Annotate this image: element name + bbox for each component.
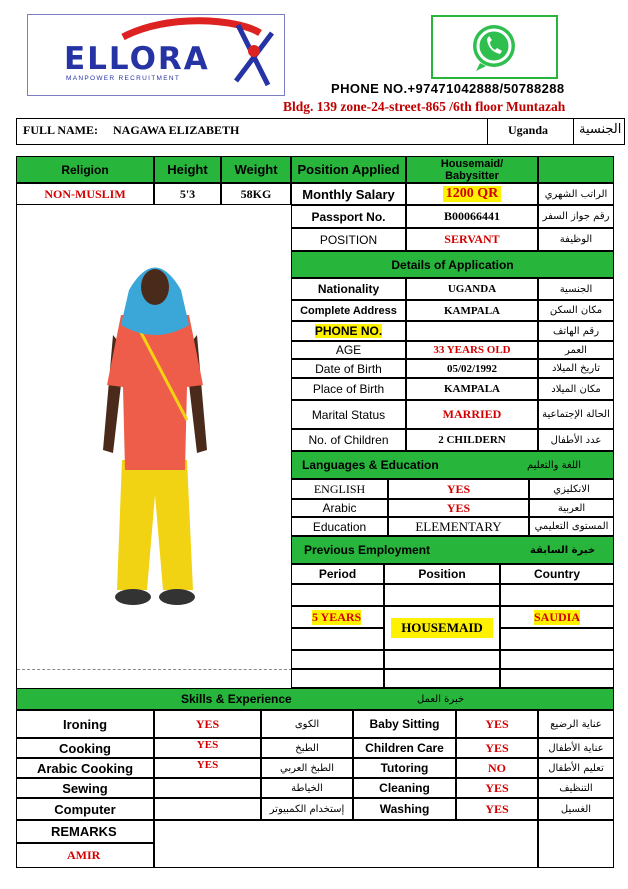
skill-cleaning-value: YES [456,778,538,798]
salary-value: 1200 QR [443,186,502,202]
religion-value: NON-MUSLIM [16,183,154,205]
employment-country-value: SAUDIA [533,609,580,624]
skill-washing-arabic: الغسيل [538,798,614,820]
whatsapp-badge [431,15,558,79]
education-value: ELEMENTARY [388,517,529,536]
skill-computer-value [154,798,261,820]
english-arabic: الانكليزي [529,479,614,499]
pob-value: KAMPALA [406,378,538,400]
logo-subtitle: MANPOWER RECRUITMENT [66,75,181,82]
weight-value: 58KG [221,183,291,205]
skill-arabiccooking-value: YES [154,758,261,778]
fullname-label: FULL NAME: [23,123,98,137]
person-figure [17,205,292,665]
header-weight: Weight [221,156,291,183]
skill-tutoring-value: NO [456,758,538,778]
skill-childrencare-arabic: عناية الأطفال [538,738,614,758]
skill-tutoring-label: Tutoring [353,758,456,778]
details-title: Details of Application [391,257,514,272]
children-value: 2 CHILDERN [406,429,538,451]
position-value: SERVANT [406,228,538,251]
employment-position-value: HOUSEMAID [391,618,493,638]
skill-washing-value: YES [456,798,538,820]
skill-babysitting-arabic: عناية الرضيع [538,710,614,738]
employment-header-country: Country [500,564,614,584]
english-value: YES [388,479,529,499]
header-empty [538,156,614,183]
address-value: KAMPALA [406,300,538,321]
pob-label: Place of Birth [291,378,406,400]
phone-arabic: رقم الهاتف [538,321,614,341]
education-arabic: المستوى التعليمي [529,517,614,536]
marital-label: Marital Status [291,400,406,429]
skill-arabiccooking-label: Arabic Cooking [16,758,154,778]
nationality-row-value: UGANDA [406,278,538,300]
employment-header-period: Period [291,564,384,584]
skill-tutoring-arabic: تعليم الأطفال [538,758,614,778]
phone-value [406,321,538,341]
header-housemaid: Housemaid/ Babysitter [406,156,538,183]
skills-section-header [16,688,614,710]
age-label: AGE [291,341,406,359]
skill-babysitting-value: YES [456,710,538,738]
candidate-photo [16,205,291,688]
remarks-box [154,820,538,868]
marital-value: MARRIED [406,400,538,429]
age-value: 33 YEARS OLD [406,341,538,359]
position-label: POSITION [291,228,406,251]
passport-value: B00066441 [406,205,538,228]
children-arabic: عدد الأطفال [538,429,614,451]
arabic-arabic: العربية [529,499,614,517]
phone-line: PHONE NO.+97471042888/50788288 [331,81,565,96]
languages-title-arabic: اللغة والتعليم [527,459,581,471]
phone-label: PHONE NO. [314,324,383,338]
company-logo [27,14,285,96]
dob-arabic: تاريخ الميلاد [538,359,614,378]
skill-computer-label: Computer [16,798,154,820]
languages-title: Languages & Education [302,458,439,472]
details-section-header [291,251,614,278]
arabic-value: YES [388,499,529,517]
remarks-value: AMIR [16,843,154,868]
employment-period-value: 5 YEARS [312,609,362,624]
skill-cooking-label: Cooking [16,738,154,758]
skill-computer-arabic: إستخدام الكمبيوتر [261,798,353,820]
languages-section-header [291,451,614,479]
skill-sewing-arabic: الخياطة [261,778,353,798]
address-arabic: مكان السكن [538,300,614,321]
skill-ironing-arabic: الكوى [261,710,353,738]
skill-cleaning-arabic: التنظيف [538,778,614,798]
employment-title: Previous Employment [304,543,431,557]
arabic-label: Arabic [291,499,388,517]
position-arabic-label: الوظيفة [538,228,614,251]
height-value: 5'3 [154,183,221,205]
skill-cleaning-label: Cleaning [353,778,456,798]
skill-cooking-arabic: الطبخ [261,738,353,758]
employment-section-header [291,536,614,564]
salary-arabic-label: الراتب الشهري [538,183,614,205]
skill-cooking-value: YES [154,738,261,758]
address-line: Bldg. 139 zone-24-street-865 /6th floor Muntazah [283,99,566,114]
passport-arabic-label: رقم جواز السفر [538,205,614,228]
fullname-value: NAGAWA ELIZABETH [113,123,240,137]
skill-sewing-value [154,778,261,798]
nationality-row-arabic: الجنسية [538,278,614,300]
skill-washing-label: Washing [353,798,456,820]
nationality-value: Uganda [508,123,549,137]
skills-title-arabic: خبرة العمل [417,693,465,705]
remarks-label: REMARKS [16,820,154,843]
passport-label: Passport No. [291,205,406,228]
address-label: Complete Address [291,300,406,321]
header-height: Height [154,156,221,183]
education-label: Education [291,517,388,536]
dob-value: 05/02/1992 [406,359,538,378]
skills-title: Skills & Experience [181,692,292,706]
dob-label: Date of Birth [291,359,406,378]
skill-childrencare-label: Children Care [353,738,456,758]
nationality-arabic-label: الجنسية [579,122,622,137]
logo-text: ELLORA [64,41,210,77]
marital-arabic: الحالة الإجتماعية [538,400,614,429]
skill-sewing-label: Sewing [16,778,154,798]
skill-childrencare-value: YES [456,738,538,758]
children-label: No. of Children [291,429,406,451]
pob-arabic: مكان الميلاد [538,378,614,400]
skill-arabiccooking-arabic: الطبخ العربي [261,758,353,778]
skill-babysitting-label: Baby Sitting [353,710,456,738]
fullname-row [16,118,625,145]
salary-label: Monthly Salary [291,183,406,205]
employment-title-arabic: خبرة السابقة [530,544,596,556]
age-arabic: العمر [538,341,614,359]
employment-header-position: Position [384,564,500,584]
whatsapp-icon [433,17,556,77]
nationality-label: Nationality [291,278,406,300]
header-religion: Religion [16,156,154,183]
english-label: ENGLISH [291,479,388,499]
header-position-applied: Position Applied [291,156,406,183]
skill-ironing-label: Ironing [16,710,154,738]
skill-ironing-value: YES [154,710,261,738]
